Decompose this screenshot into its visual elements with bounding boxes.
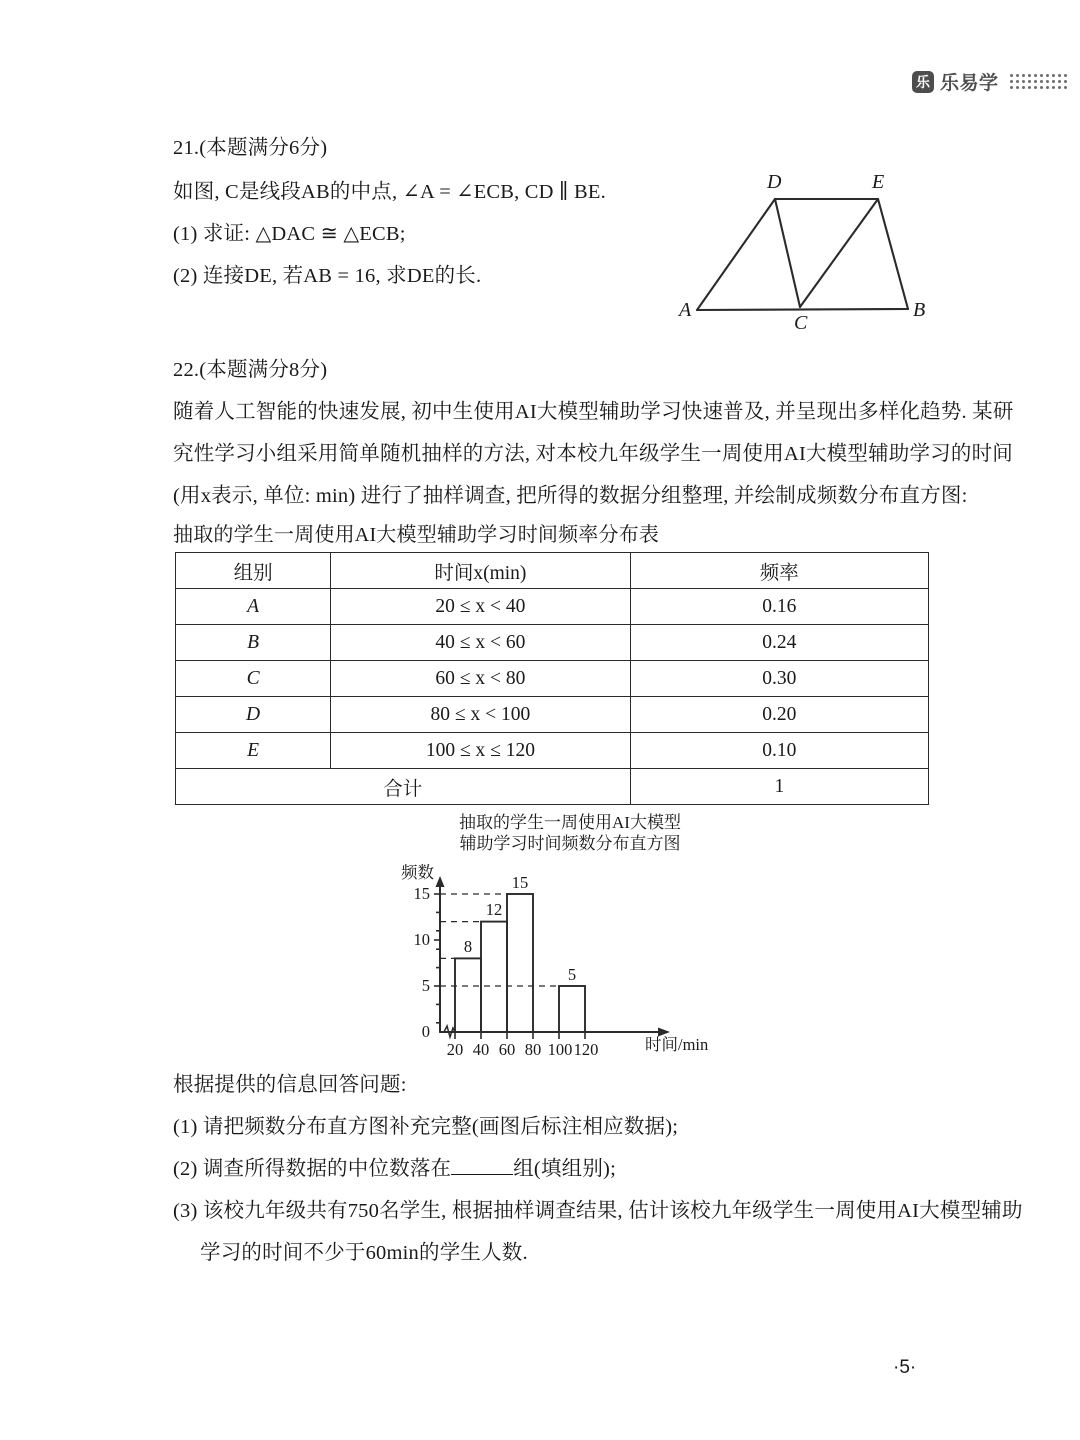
row-freq-A: 0.16 — [630, 589, 928, 625]
problem-22-question-3-line-2: 学习的时间不少于60min的学生人数. — [200, 1242, 528, 1264]
row-group-A: A — [176, 589, 331, 625]
bar-100-120 — [559, 986, 585, 1032]
row-group-D: D — [176, 697, 331, 733]
segment-AD — [697, 199, 775, 310]
answer-blank-median-group[interactable] — [451, 1160, 513, 1175]
row-range-E: 100 ≤ x ≤ 120 — [331, 733, 630, 769]
row-group-C: C — [176, 661, 331, 697]
segment-AB — [697, 309, 908, 310]
histogram-title-line-2: 辅助学习时间频数分布直方图 — [459, 834, 681, 854]
y-axis-arrow-icon — [436, 876, 445, 887]
row-range-D: 80 ≤ x < 100 — [331, 697, 630, 733]
y-tick-label-15: 15 — [413, 884, 430, 903]
table-total-value: 1 — [630, 769, 928, 805]
bar-value-label-5: 5 — [567, 965, 577, 984]
geometry-figure — [660, 160, 950, 340]
bar-value-label-8: 8 — [463, 937, 473, 956]
y-tick-label-5: 5 — [421, 976, 430, 995]
segment-CE — [800, 199, 878, 307]
histogram-svg — [400, 852, 740, 1062]
x-tick-label-60: 60 — [498, 1040, 516, 1059]
table-total-row — [176, 769, 929, 805]
bar-value-label-12: 12 — [485, 900, 503, 919]
problem-22-body-line-3: (用x表示, 单位: min) 进行了抽样调查, 把所得的数据分组整理, 并绘制成频数分布直方图: — [173, 485, 968, 507]
row-group-E: E — [176, 733, 331, 769]
frequency-distribution-table — [175, 552, 929, 805]
x-tick-label-20: 20 — [446, 1040, 464, 1059]
x-tick-label-100: 100 — [547, 1040, 573, 1059]
table-header-row — [176, 553, 929, 589]
row-freq-B: 0.24 — [630, 625, 928, 661]
problem-22-question-1: (1) 请把频数分布直方图补充完整(画图后标注相应数据); — [173, 1116, 679, 1138]
table-header-frequency: 频率 — [630, 553, 928, 589]
segment-EB — [878, 199, 908, 309]
table-header-group: 组别 — [176, 553, 331, 589]
frequency-table-caption: 抽取的学生一周使用AI大模型辅助学习时间频率分布表 — [173, 524, 660, 546]
problem-22-question-3-line-1: (3) 该校九年级共有750名学生, 根据抽样调查结果, 估计该校九年级学生一周使用AI大模型辅助 — [173, 1200, 1023, 1222]
bar-40-60 — [481, 922, 507, 1032]
bar-20-40 — [455, 958, 481, 1032]
problem-22-body-line-1: 随着人工智能的快速发展, 初中生使用AI大模型辅助学习快速普及, 并呈现出多样化趋势. 某研 — [173, 401, 1014, 423]
histogram-y-axis-label: 频数 — [401, 863, 434, 882]
problem-21-part-1: (1) 求证: △DAC ≅ △ECB; — [173, 223, 406, 245]
table-row — [176, 697, 929, 733]
table-header-time: 时间x(min) — [331, 553, 630, 589]
y-tick-label-0: 0 — [421, 1022, 430, 1041]
problem-22-question-2 — [173, 1157, 616, 1182]
table-row — [176, 625, 929, 661]
figure-vertex-label-B: B — [913, 299, 926, 321]
row-range-A: 20 ≤ x < 40 — [331, 589, 630, 625]
segment-DC — [775, 199, 800, 307]
x-tick-label-40: 40 — [472, 1040, 490, 1059]
table-row — [176, 589, 929, 625]
page-number: ·5· — [893, 1357, 917, 1378]
row-range-B: 40 ≤ x < 60 — [331, 625, 630, 661]
problem-21-given: 如图, C是线段AB的中点, ∠A = ∠ECB, CD ∥ BE. — [173, 181, 606, 203]
histogram-x-axis-label: 时间/min — [645, 1035, 709, 1054]
figure-vertex-label-E: E — [872, 171, 885, 193]
logo-brand-text: 乐易学 — [940, 73, 999, 94]
histogram-title-line-1: 抽取的学生一周使用AI大模型 — [459, 813, 681, 832]
figure-vertex-label-C: C — [794, 312, 808, 334]
problem-22-heading: 22.(本题满分8分) — [173, 359, 328, 381]
x-tick-label-80: 80 — [524, 1040, 542, 1059]
row-group-B: B — [176, 625, 331, 661]
x-axis-arrow-icon — [658, 1028, 670, 1037]
problem-21-heading: 21.(本题满分6分) — [173, 137, 328, 159]
question-2-suffix: 组(填组别); — [513, 1158, 616, 1180]
problem-22-body-line-2: 究性学习小组采用简单随机抽样的方法, 对本校九年级学生一周使用AI大模型辅助学习的时间 — [173, 443, 1013, 465]
row-freq-D: 0.20 — [630, 697, 928, 733]
brand-logo — [912, 68, 1069, 95]
histogram-title — [400, 812, 740, 855]
logo-mark-icon: 乐 — [912, 71, 934, 93]
table-total-label: 合计 — [176, 769, 631, 805]
bar-value-label-15: 15 — [511, 873, 529, 892]
question-2-prefix: (2) 调查所得数据的中位数落在 — [173, 1158, 452, 1180]
row-freq-C: 0.30 — [630, 661, 928, 697]
figure-vertex-label-A: A — [679, 299, 692, 321]
row-range-C: 60 ≤ x < 80 — [331, 661, 630, 697]
figure-vertex-label-D: D — [767, 171, 782, 193]
y-tick-label-10: 10 — [413, 930, 430, 949]
frequency-histogram — [400, 812, 740, 1062]
problem-22-prompt: 根据提供的信息回答问题: — [173, 1074, 407, 1096]
logo-dot-pattern-icon — [1009, 73, 1069, 91]
bar-60-80 — [507, 894, 533, 1032]
problem-21-part-2: (2) 连接DE, 若AB = 16, 求DE的长. — [173, 265, 482, 287]
table-row — [176, 661, 929, 697]
row-freq-E: 0.10 — [630, 733, 928, 769]
x-tick-label-120: 120 — [573, 1040, 599, 1059]
table-row — [176, 733, 929, 769]
